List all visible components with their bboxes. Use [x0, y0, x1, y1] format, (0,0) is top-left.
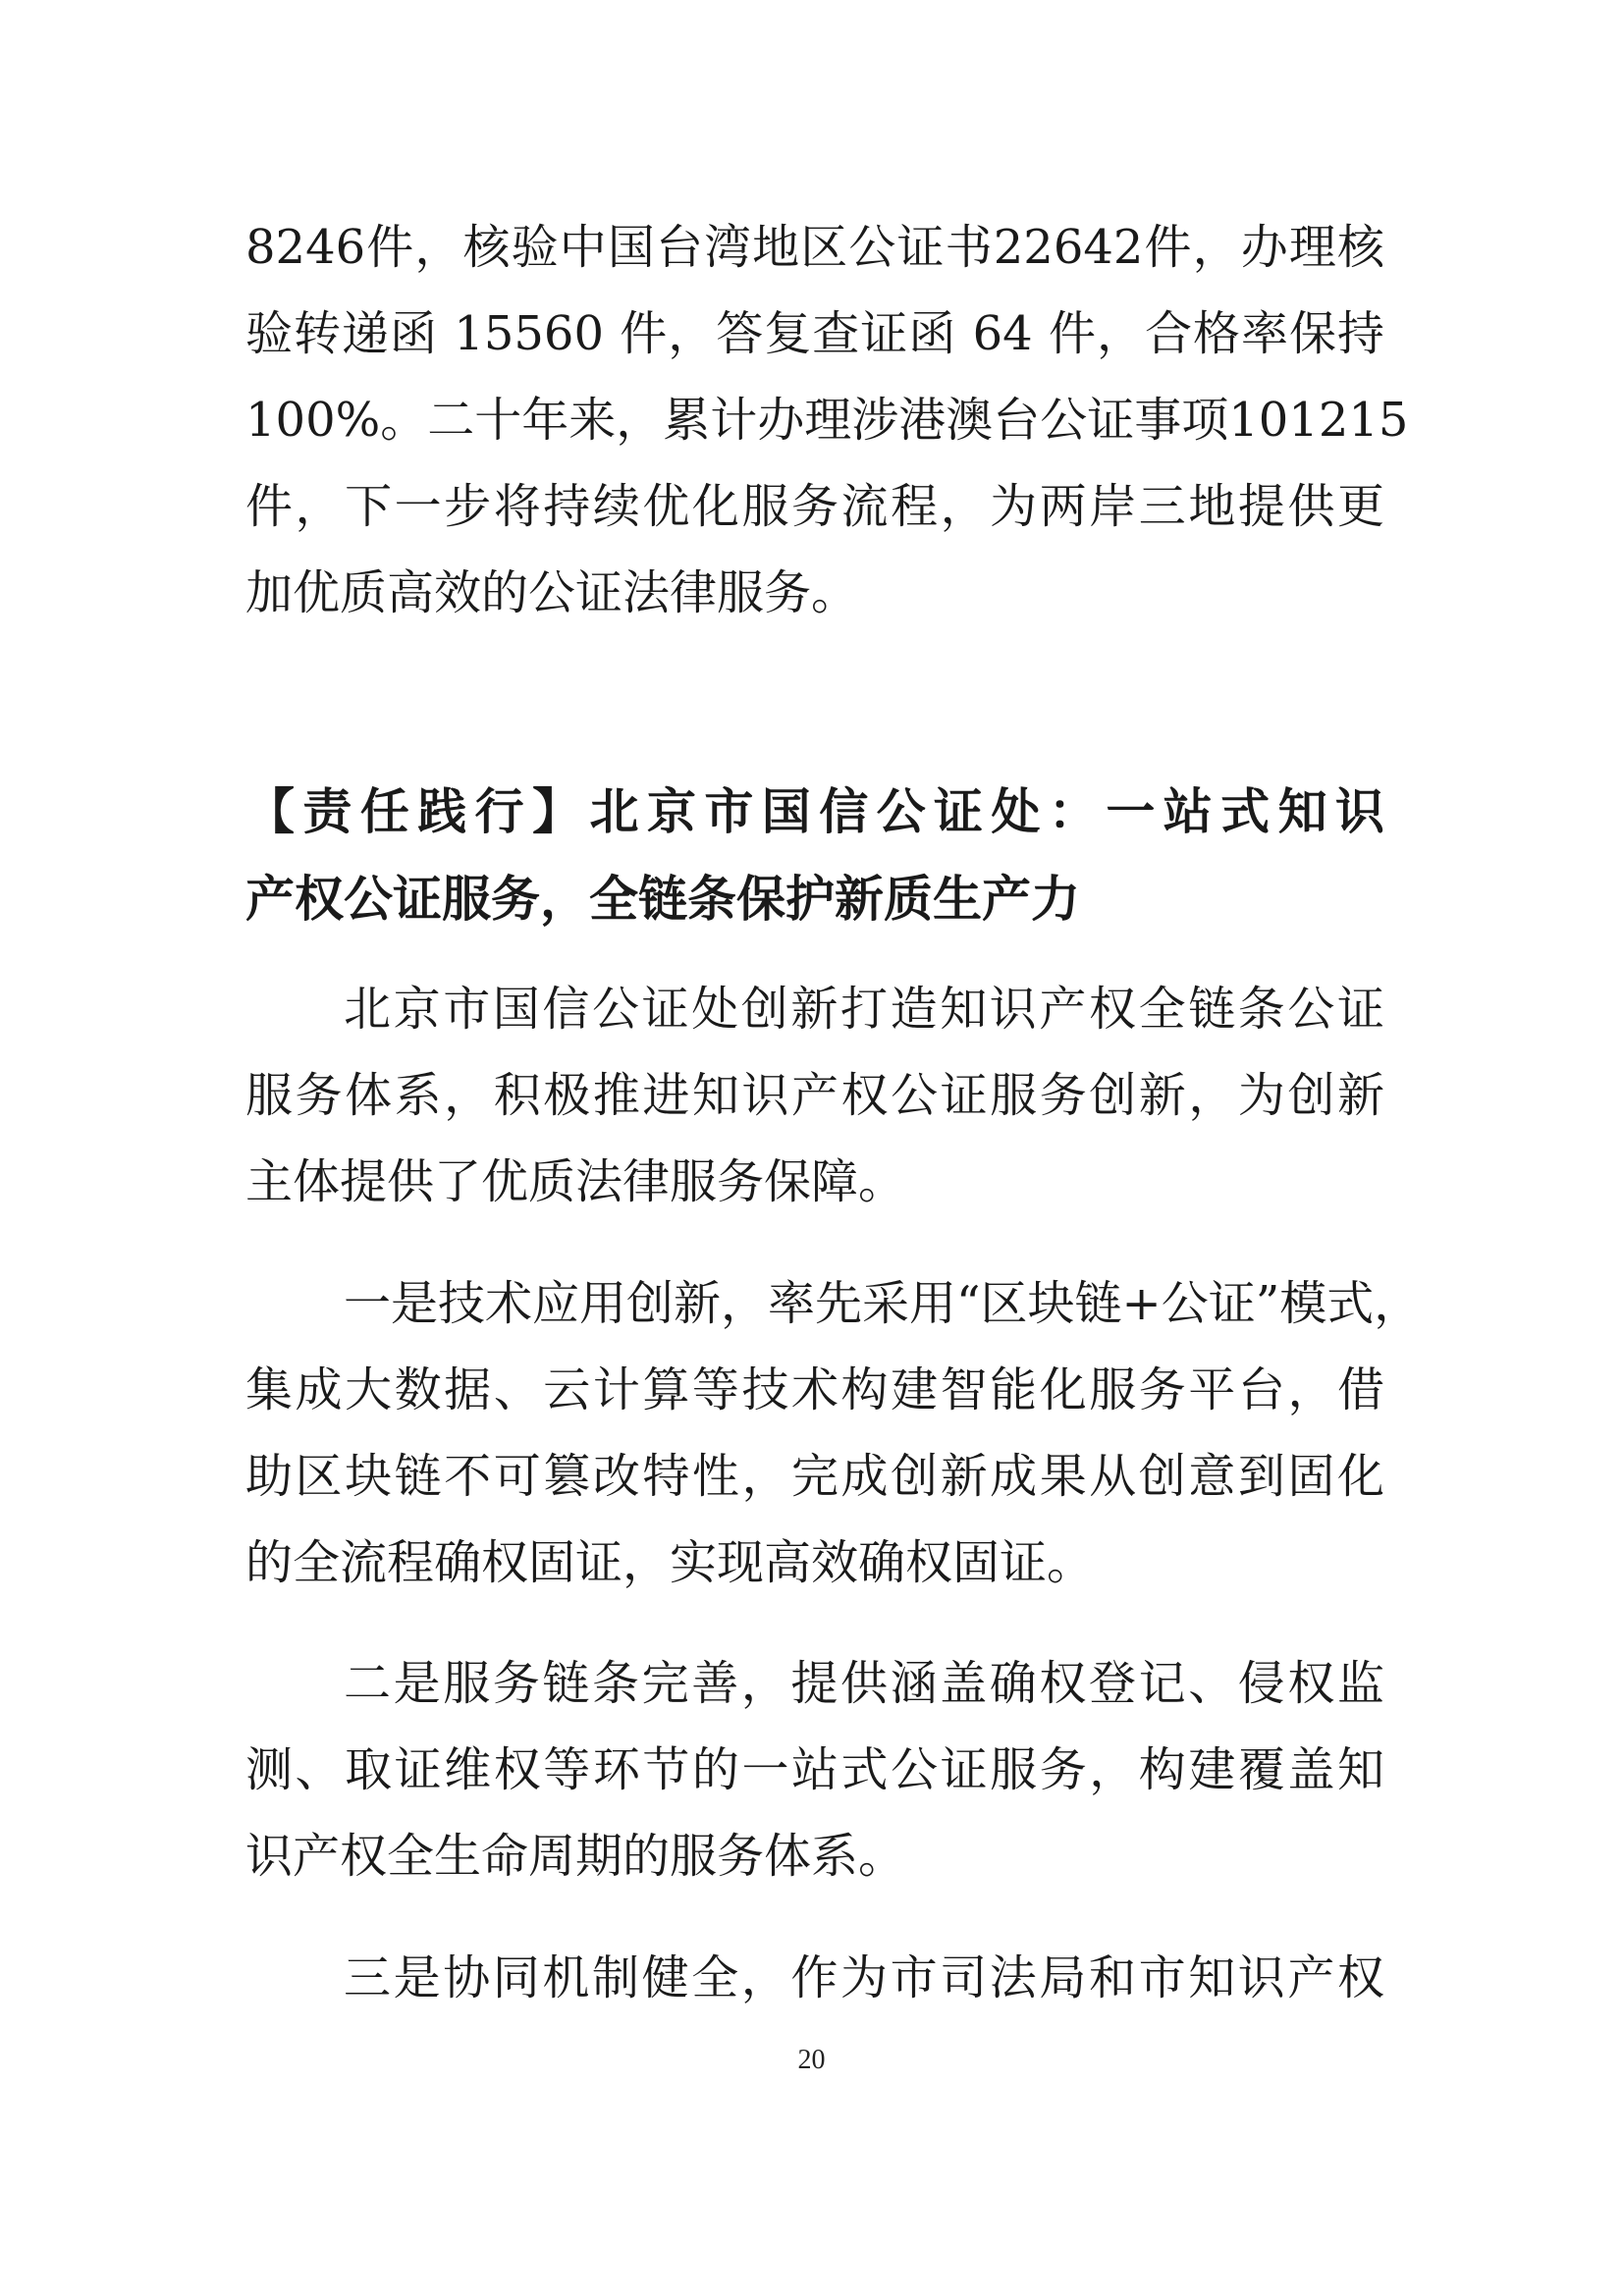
text-line: 助区块链不可篡改特性，完成创新成果从创意到固化 — [245, 1449, 1384, 1504]
text-line: 识产权全生命周期的服务体系。 — [245, 1829, 906, 1884]
text-line: 二是服务链条完善，提供涵盖确权登记、侵权监 — [344, 1656, 1384, 1711]
text-line: 服务体系，积极推进知识产权公证服务创新，为创新 — [245, 1068, 1384, 1123]
text-line: 三是协同机制健全，作为市司法局和市知识产权 — [344, 1950, 1384, 2005]
text-line: 8246件，核验中国台湾地区公证书22642件，办理核 — [245, 220, 1384, 275]
text-line: 件，下一步将持续优化服务流程，为两岸三地提供更 — [245, 479, 1384, 534]
heading-line: 产权公证服务，全链条保护新质生产力 — [245, 871, 1080, 928]
page-number: 20 — [797, 2045, 826, 2075]
text-line: 加优质高效的公证法律服务。 — [245, 565, 859, 620]
text-line: 测、取证维权等环节的一站式公证服务，构建覆盖知 — [245, 1742, 1384, 1797]
text-line: 100%。二十年来，累计办理涉港澳台公证事项101215 — [245, 393, 1409, 448]
text-line: 的全流程确权固证，实现高效确权固证。 — [245, 1535, 1095, 1590]
text-line: 北京市国信公证处创新打造知识产权全链条公证 — [344, 982, 1384, 1037]
text-line: 验转递函 15560 件，答复查证函 64 件，合格率保持 — [245, 306, 1384, 361]
heading-line: 【责任践行】北京市国信公证处：一站式知识 — [245, 783, 1384, 840]
text-line: 集成大数据、云计算等技术构建智能化服务平台，借 — [245, 1362, 1384, 1417]
text-line: 一是技术应用创新，率先采用“区块链+公证”模式， — [344, 1276, 1422, 1331]
text-line: 主体提供了优质法律服务保障。 — [245, 1154, 906, 1209]
